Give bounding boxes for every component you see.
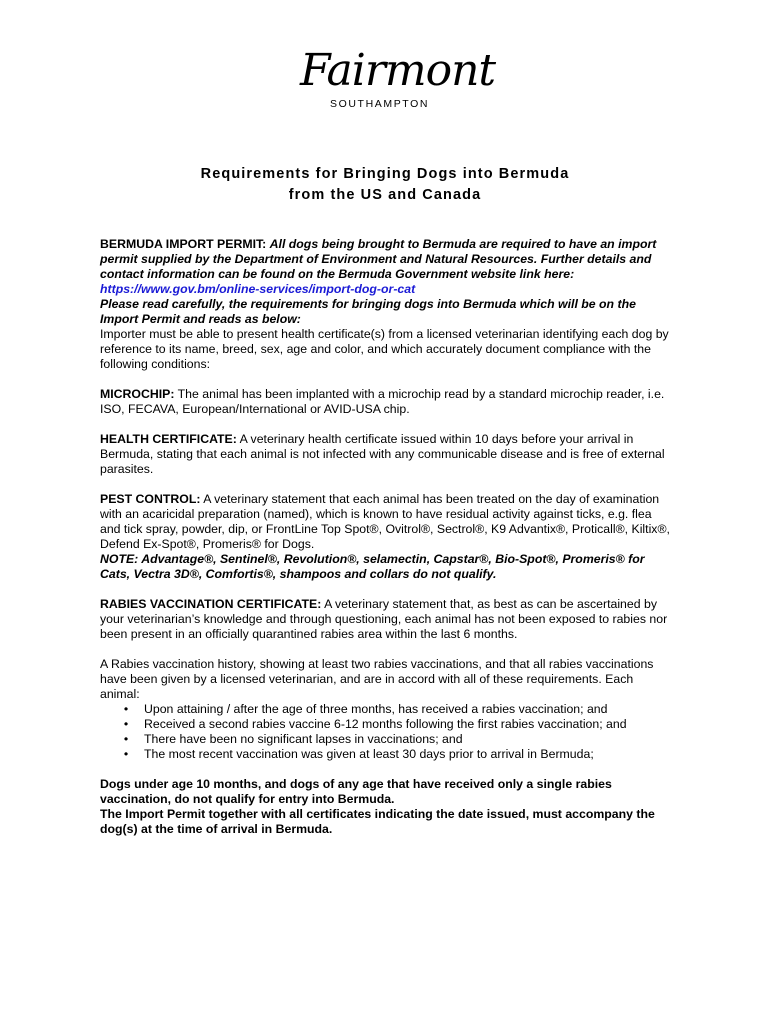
fairmont-logo (300, 44, 496, 110)
closing-line-2: The Import Permit together with all certificates indicating the date issued, must accompany the dog(s) at the time of arrival in Bermuda. (100, 807, 655, 836)
rabies-heading: RABIES VACCINATION CERTIFICATE: (100, 597, 322, 611)
pest-control-heading: PEST CONTROL: (100, 492, 201, 506)
rabies-text: A veterinary statement that, as best as can be ascertained by your veterinarian’s knowledge and through questioning, each animal has not been exposed to rabies nor been present in an officially quarantined rabies area within the last 6 months. (100, 597, 668, 641)
list-item (120, 702, 672, 717)
health-certificate-paragraph (100, 432, 672, 477)
microchip-text: The animal has been implanted with a microchip read by a standard microchip reader, i.e. ISO, FECAVA, European/International or AVID-USA chip. (100, 387, 665, 416)
condition-text: Upon attaining / after the age of three months, has received a rabies vaccination; and (144, 702, 608, 716)
condition-text: There have been no significant lapses in vaccinations; and (144, 732, 463, 746)
import-permit-heading: BERMUDA IMPORT PERMIT: (100, 237, 267, 251)
gov-bm-link[interactable]: https://www.gov.bm/online-services/import-dog-or-cat (100, 282, 416, 296)
document-body (100, 237, 672, 837)
rabies-paragraph (100, 597, 672, 642)
bullet-icon: • (123, 747, 129, 761)
read-carefully-note: Please read carefully, the requirements for bringing dogs into Bermuda which will be on the Import Permit and reads as below: (100, 297, 636, 326)
list-item (120, 747, 672, 762)
list-item (120, 717, 672, 732)
health-certificate-text: A veterinary health certificate issued within 10 days before your arrival in Bermuda, stating that each animal is not infected with any communicable disease and is free of external parasites. (100, 432, 665, 476)
pest-control-text: A veterinary statement that each animal has been treated on the day of examination with an acaricidal preparation (named), which is known to have residual activity against ticks, e.g. flea and tick spray, powder, dip, or FrontLine Top Spot®, Ovitrol®, Sectrol®, K9 Advantix®, Proticall®, Kiltix®, Defend Ex-Spot®, Promeris® for Dogs. (100, 492, 670, 551)
microchip-paragraph (100, 387, 672, 417)
bullet-icon: • (123, 732, 129, 746)
pest-control-paragraph (100, 492, 672, 582)
condition-text: The most recent vaccination was given at least 30 days prior to arrival in Bermuda; (144, 747, 594, 761)
pest-control-note: NOTE: Advantage®, Sentinel®, Revolution®, selamectin, Capstar®, Bio-Spot®, Promeris® for Cats, Vectra 3D®, Comfortis®, shampoos and collars do not qualify. (100, 552, 645, 581)
closing-paragraph (100, 777, 672, 837)
import-permit-intro: All dogs being brought to Bermuda are required to have an import permit supplied by the Department of Environment and Natural Resources. Further details and contact information can be found on the Bermuda Government website link here: (100, 237, 657, 281)
logo-location: SOUTHAMPTON (330, 98, 430, 110)
import-permit-paragraph (100, 237, 672, 372)
importer-text: Importer must be able to present health certificate(s) from a licensed veterinarian identifying each dog by reference to its name, breed, sex, age and color, and which accurately document compliance with the following conditions: (100, 327, 669, 371)
condition-text: Received a second rabies vaccine 6-12 months following the first rabies vaccination; and (144, 717, 627, 731)
closing-line-1: Dogs under age 10 months, and dogs of any age that have received only a single rabies vaccination, do not qualify for entry into Bermuda. (100, 777, 612, 806)
microchip-heading: MICROCHIP: (100, 387, 175, 401)
title-line-1: Requirements for Bringing Dogs into Bermuda (200, 166, 570, 182)
logo-wordmark: Fairmont (300, 45, 496, 96)
rabies-history-paragraph: A Rabies vaccination history, showing at least two rabies vaccinations, and that all rabies vaccinations have been given by a licensed veterinarian, and are in accord with all of these requirements. Each animal: (100, 657, 654, 701)
document-title (100, 164, 670, 206)
rabies-conditions-list (100, 702, 672, 762)
bullet-icon: • (123, 702, 129, 716)
bullet-icon: • (123, 717, 129, 731)
list-item (120, 732, 672, 747)
title-line-2: from the US and Canada (288, 187, 482, 203)
health-certificate-heading: HEALTH CERTIFICATE: (100, 432, 237, 446)
